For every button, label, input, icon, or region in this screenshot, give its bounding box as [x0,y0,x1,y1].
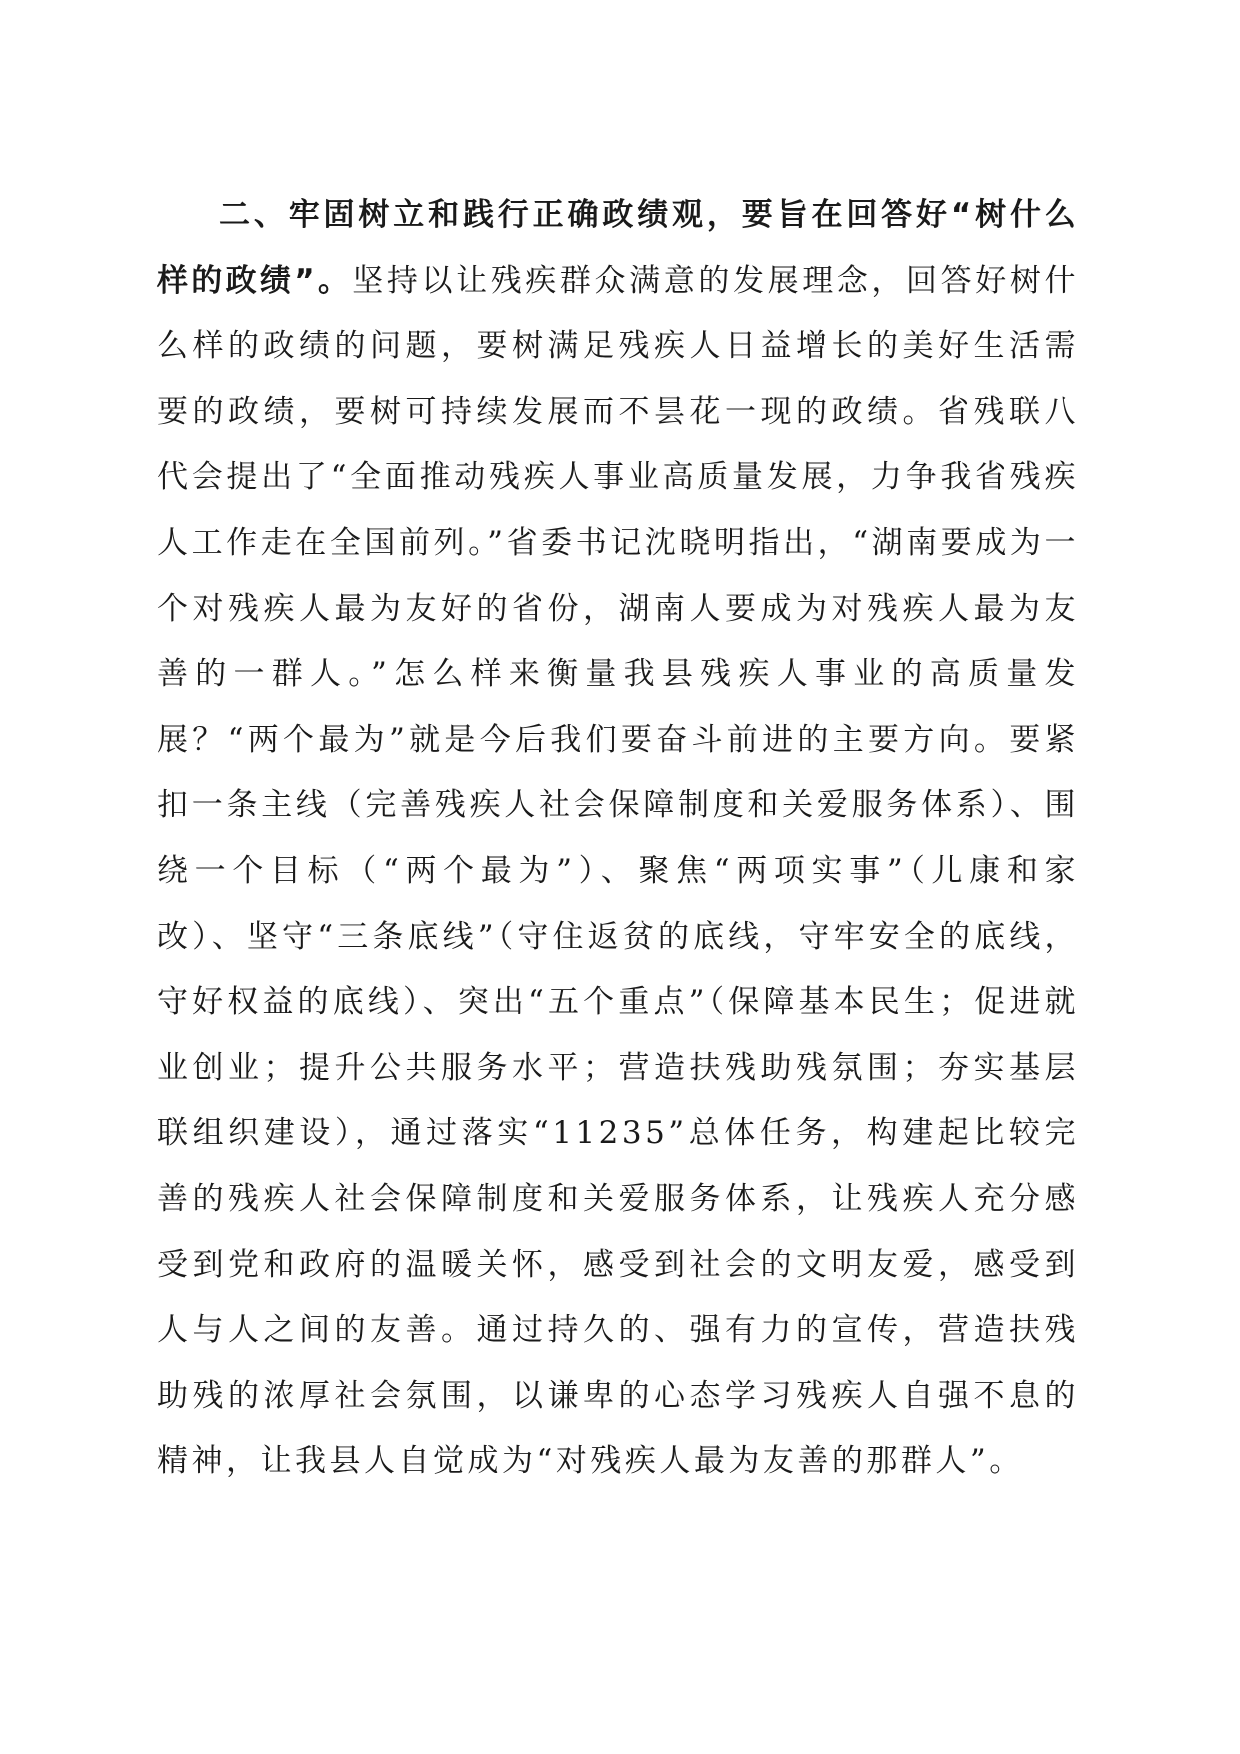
section-heading: 二、牢固树立和践行正确政绩观，要旨在回答好“树什么样的政绩”。 [157,197,1079,299]
body-paragraph [157,183,1079,1495]
paragraph-text: 坚持以让残疾群众满意的发展理念，回答好树什么样的政绩的问题，要树满足残疾人日益增长的美好生活需要的政绩，要树可持续发展而不昙花一现的政绩。省残联八代会提出了“全面推动残疾人事业高质量发展，力争我省残疾人工作走在全国前列。”省委书记沈晓明指出，“湖南要成为一个对残疾人最为友好的省份，湖南人要成为对残疾人最为友善的一群人。”怎么样来衡量我县残疾人事业的高质量发展？“两个最为”就是今后我们要奋斗前进的主要方向。要紧扣一条主线（完善残疾人社会保障制度和关爱服务体系）、围绕一个目标（“两个最为”）、聚焦“两项实事”（儿康和家改）、坚守“三条底线”（守住返贫的底线，守牢安全的底线，守好权益的底线）、突出“五个重点”（保障基本民生；促进就业创业；提升公共服务水平；营造扶残助残氛围；夯实基层联组织建设），通过落实“11235”总体任务，构建起比较完善的残疾人社会保障制度和关爱服务体系，让残疾人充分感受到党和政府的温暖关怀，感受到社会的文明友爱，感受到人与人之间的友善。通过持久的、强有力的宣传，营造扶残助残的浓厚社会氛围，以谦卑的心态学习残疾人自强不息的精神，让我县人自觉成为“对残疾人最为友善的那群人”。 [157,262,1079,1480]
